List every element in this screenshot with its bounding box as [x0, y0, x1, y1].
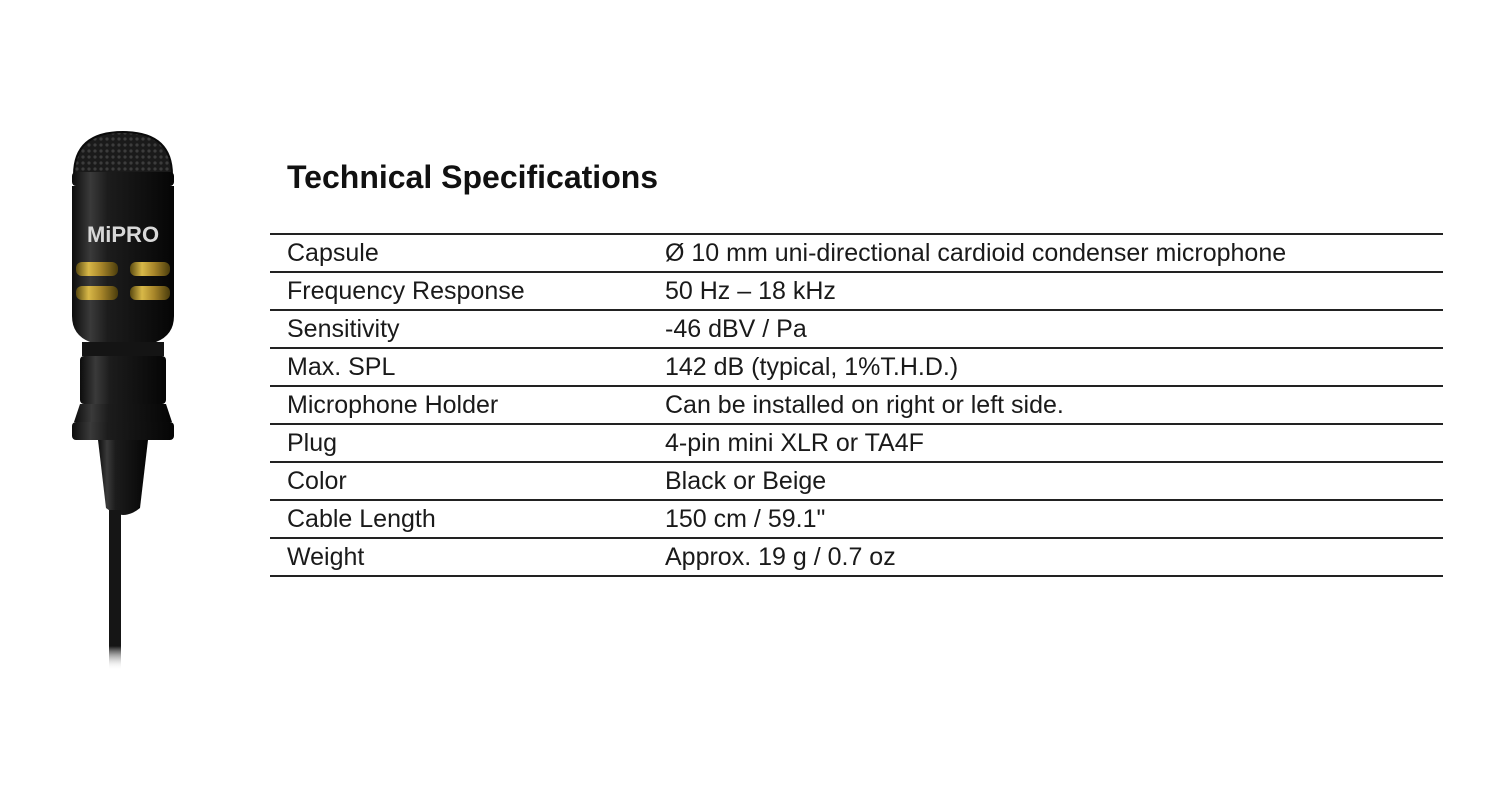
- spec-value: Approx. 19 g / 0.7 oz: [650, 538, 1443, 576]
- microphone-product-image: [50, 130, 195, 670]
- specs-table-body: [270, 234, 1443, 576]
- spec-row: [270, 234, 1443, 272]
- spec-value: Can be installed on right or left side.: [650, 386, 1443, 424]
- spec-label: Color: [270, 462, 650, 500]
- spec-row: [270, 386, 1443, 424]
- spec-value: 142 dB (typical, 1%T.H.D.): [650, 348, 1443, 386]
- spec-label: Capsule: [270, 234, 650, 272]
- spec-row: [270, 424, 1443, 462]
- spec-label: Weight: [270, 538, 650, 576]
- spec-label: Max. SPL: [270, 348, 650, 386]
- spec-value: Black or Beige: [650, 462, 1443, 500]
- spec-label: Microphone Holder: [270, 386, 650, 424]
- spec-label: Frequency Response: [270, 272, 650, 310]
- page-title: Technical Specifications: [287, 159, 659, 195]
- spec-row: [270, 538, 1443, 576]
- spec-value: -46 dBV / Pa: [650, 310, 1443, 348]
- spec-row: [270, 348, 1443, 386]
- spec-value: 150 cm / 59.1": [650, 500, 1443, 538]
- spec-value: 50 Hz – 18 kHz: [650, 272, 1443, 310]
- spec-label: Plug: [270, 424, 650, 462]
- mesh-grille: [74, 132, 172, 175]
- spec-label: Cable Length: [270, 500, 650, 538]
- brand-logo: MiPRO: [86, 222, 160, 247]
- spec-row: [270, 310, 1443, 348]
- spec-value: 4-pin mini XLR or TA4F: [650, 424, 1443, 462]
- spec-row: [270, 272, 1443, 310]
- spec-value: Ø 10 mm uni-directional cardioid condenser microphone: [650, 234, 1443, 272]
- spec-label: Sensitivity: [270, 310, 650, 348]
- spec-row: [270, 500, 1443, 538]
- spec-row: [270, 462, 1443, 500]
- specs-table: [270, 233, 1443, 577]
